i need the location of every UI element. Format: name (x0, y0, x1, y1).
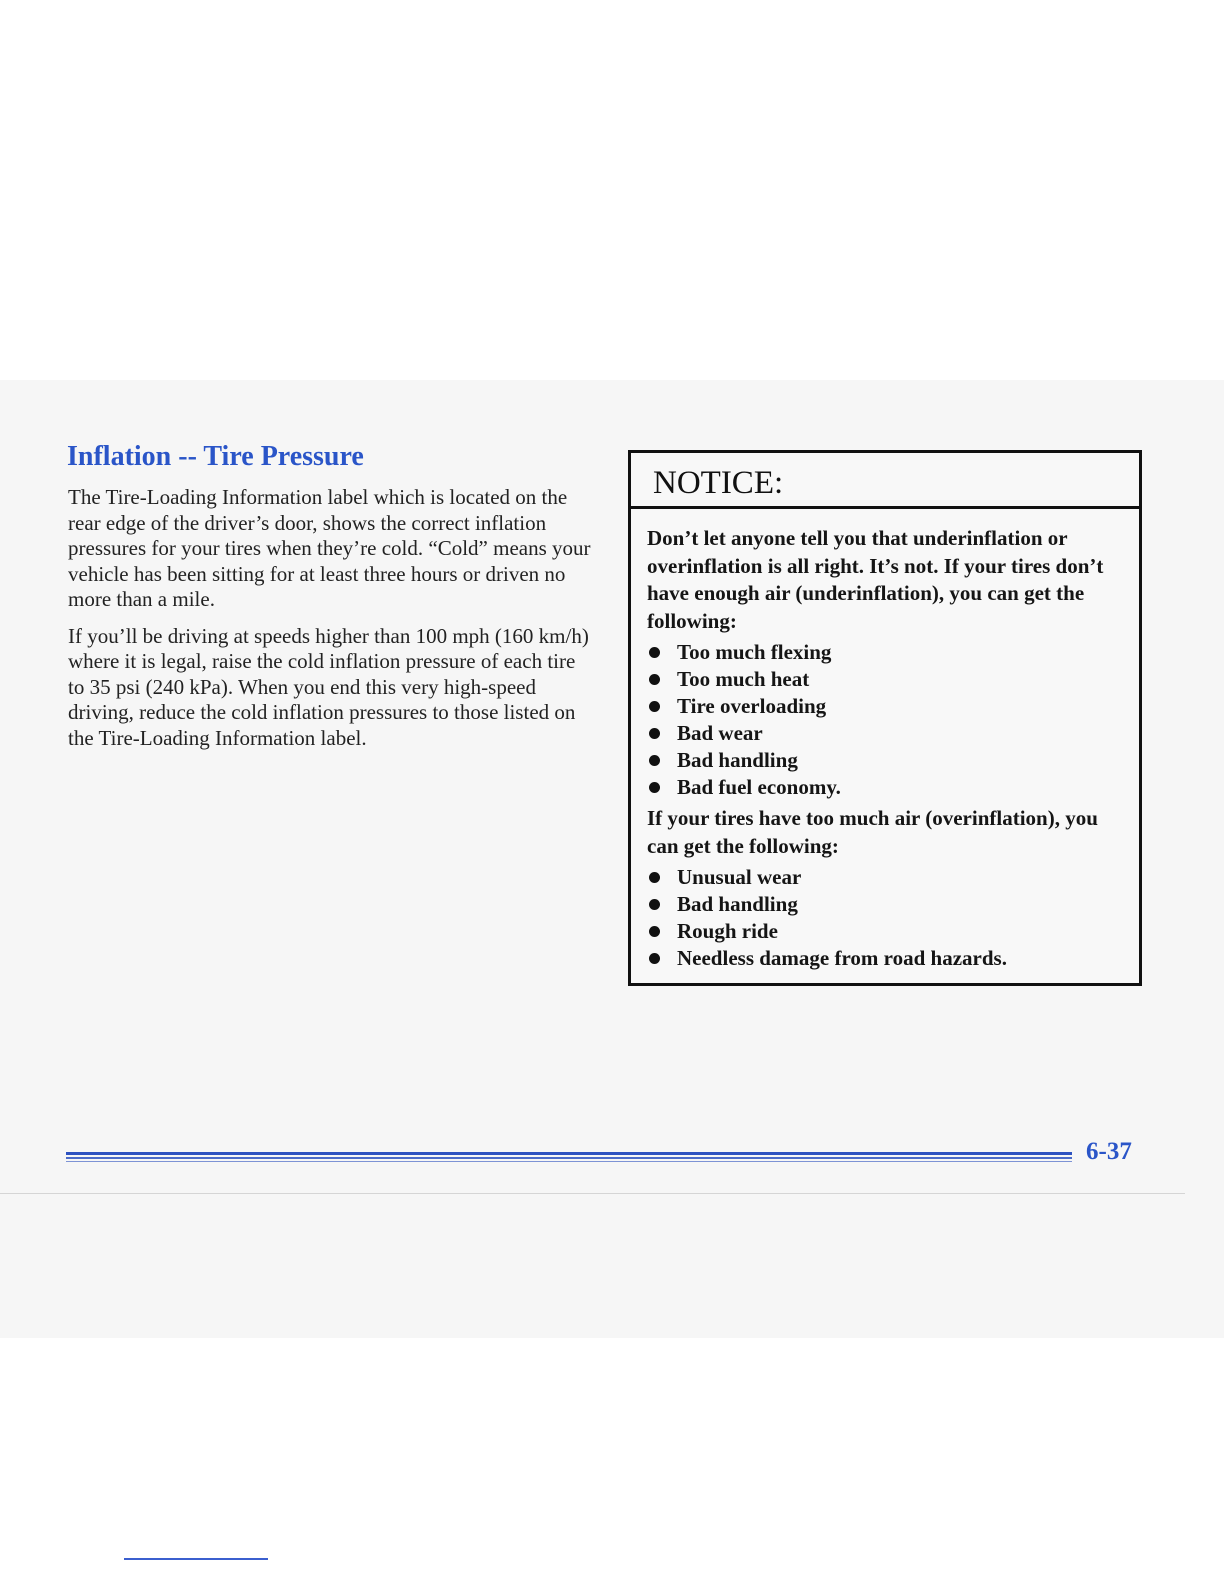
overinflation-intro: If your tires have too much air (overinflation), you can get the following: (647, 806, 1098, 858)
list-item: Bad fuel economy. (647, 774, 1129, 801)
rule-line (66, 1152, 1072, 1155)
body-text (68, 485, 593, 762)
rule-line (66, 1157, 1072, 1159)
footer-rule (66, 1152, 1072, 1164)
stray-line (124, 1558, 268, 1560)
list-item: Unusual wear (647, 864, 1129, 891)
list-item: Rough ride (647, 918, 1129, 945)
list-item: Bad wear (647, 720, 1129, 747)
underinflation-list (647, 639, 1129, 801)
page-edge-line (0, 1193, 1185, 1194)
page-number: 6-37 (1086, 1138, 1132, 1165)
list-item: Bad handling (647, 747, 1129, 774)
overinflation-list (647, 864, 1129, 972)
notice-box (628, 450, 1142, 986)
section-heading: Inflation -- Tire Pressure (67, 441, 364, 472)
notice-title: NOTICE: (631, 453, 1139, 509)
list-item: Tire overloading (647, 693, 1129, 720)
list-item: Bad handling (647, 891, 1129, 918)
notice-intro: Don’t let anyone tell you that underinflation or overinflation is all right. It’s not. If your tires don’t have enough air (underinflation), you can get the following: (647, 526, 1104, 633)
list-item: Too much heat (647, 666, 1129, 693)
paragraph: If you’ll be driving at speeds higher than 100 mph (160 km/h) where it is legal, raise the cold inflation pressure of each tire to 35 psi (240 kPa). When you end this very high-speed driving, reduce the cold inflation pressures to those listed on the Tire-Loading Information label. (68, 623, 589, 750)
list-item: Needless damage from road hazards. (647, 945, 1129, 972)
rule-line (66, 1161, 1072, 1162)
list-item: Too much flexing (647, 639, 1129, 666)
paragraph: The Tire-Loading Information label which is located on the rear edge of the driver’s door, shows the correct inflation pressures for your tires when they’re cold. “Cold” means your vehicle has been sitting for at least three hours or driven no more than a mile. (68, 485, 591, 611)
notice-content (631, 509, 1139, 972)
